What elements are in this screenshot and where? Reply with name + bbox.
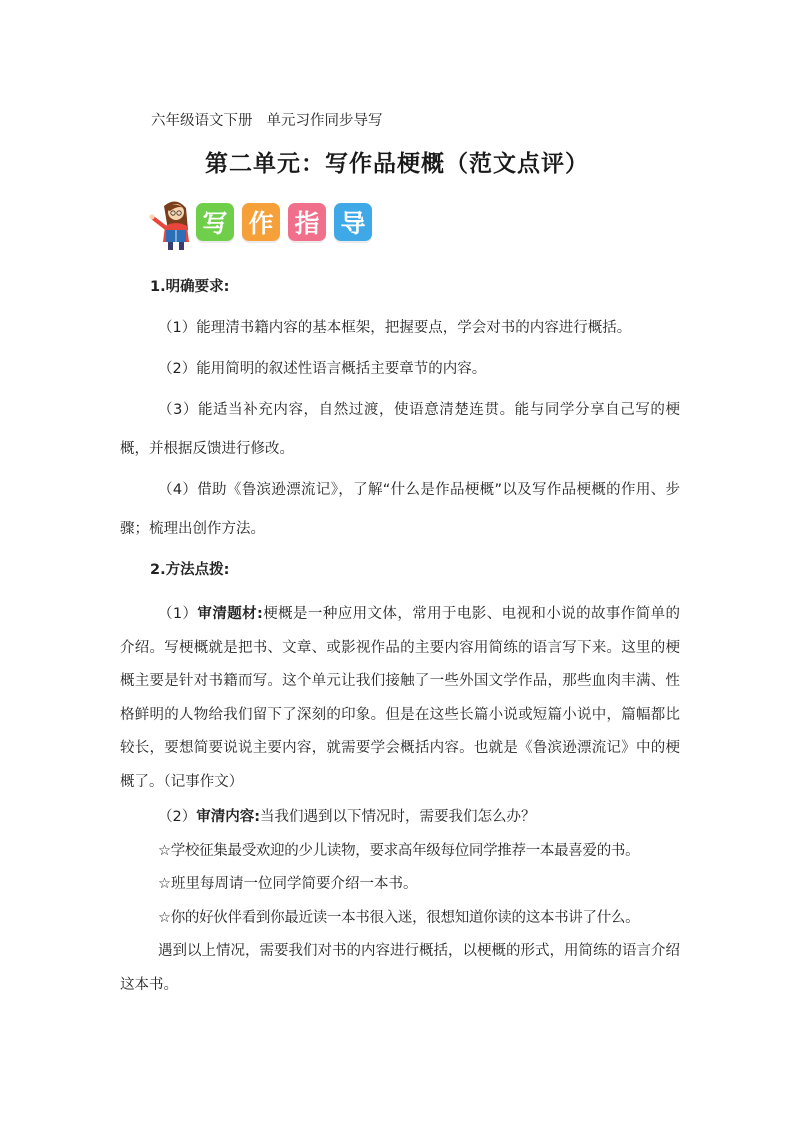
scenario-item-3: ☆你的好伙伴看到你最近读一本书很入迷，很想知道你读的这本书讲了什么。 — [158, 909, 640, 926]
method-paragraph-2 — [120, 801, 680, 835]
method-2-keyword: 审清内容: — [196, 809, 261, 825]
banner-tile-xie: 写 — [196, 203, 234, 241]
banner-tiles — [196, 203, 372, 241]
banner-tile-zhi: 指 — [288, 203, 326, 241]
writing-guide-banner — [148, 196, 398, 252]
method-2-label: （2） — [158, 809, 197, 825]
method-1-label: （1） — [158, 606, 198, 622]
requirement-item-4: （4）借助《鲁滨逊漂流记》，了解“什么是作品梗概”以及写作品梗概的作用、步骤；梳理出创作方法。 — [120, 482, 680, 537]
banner-tile-zuo: 作 — [242, 203, 280, 241]
requirement-item-1: （1）能理清书籍内容的基本框架，把握要点，学会对书的内容进行概括。 — [158, 320, 632, 336]
section2-heading: 2.方法点拨: — [150, 562, 230, 578]
method-2-text: 当我们遇到以下情况时，需要我们怎么办？ — [260, 809, 536, 825]
conclusion-paragraph: 遇到以上情况，需要我们对书的内容进行概括，以梗概的形式，用简练的语言介绍这本书。 — [120, 943, 680, 993]
banner-tile-dao: 导 — [334, 203, 372, 241]
grade-label: 六年级语文下册 — [151, 113, 253, 129]
series-label: 单元习作同步导写 — [266, 113, 383, 129]
method-paragraph-1 — [120, 598, 680, 799]
requirement-item-3: （3）能适当补充内容，自然过渡，使语意清楚连贯。能与同学分享自己写的梗概，并根据反馈进行修改。 — [120, 402, 680, 457]
section1-heading: 1.明确要求: — [150, 279, 230, 295]
method-1-text: 梗概是一种应用文体，常用于电影、电视和小说的故事作简单的介绍。写梗概就是把书、文章、或影视作品的主要内容用简练的语言写下来。这里的梗概主要是针对书籍而写。这个单元让我们接触了一些外国文学作品，那些血肉丰满、性格鲜明的人物给我们留下了深刻的印象。但是在这些长篇小说或短篇小说中，篇幅都比较长，要想简要说说主要内容，就需要学会概括内容。也就是《鲁滨逊漂流记》中的梗概了。（记事作文） — [120, 606, 680, 790]
document-subtitle — [151, 109, 383, 130]
document-body — [120, 268, 680, 1002]
page-title: 第二单元：写作品梗概（范文点评） — [205, 151, 589, 177]
requirement-item-2: （2）能用简明的叙述性语言概括主要章节的内容。 — [158, 361, 487, 377]
scenario-item-1: ☆学校征集最受欢迎的少儿读物，要求高年级每位同学推荐一本最喜爱的书。 — [158, 842, 640, 859]
teacher-reading-icon — [148, 196, 194, 252]
scenario-item-2: ☆班里每周请一位同学简要介绍一本书。 — [158, 876, 418, 892]
method-1-keyword: 审清题材: — [197, 606, 263, 622]
